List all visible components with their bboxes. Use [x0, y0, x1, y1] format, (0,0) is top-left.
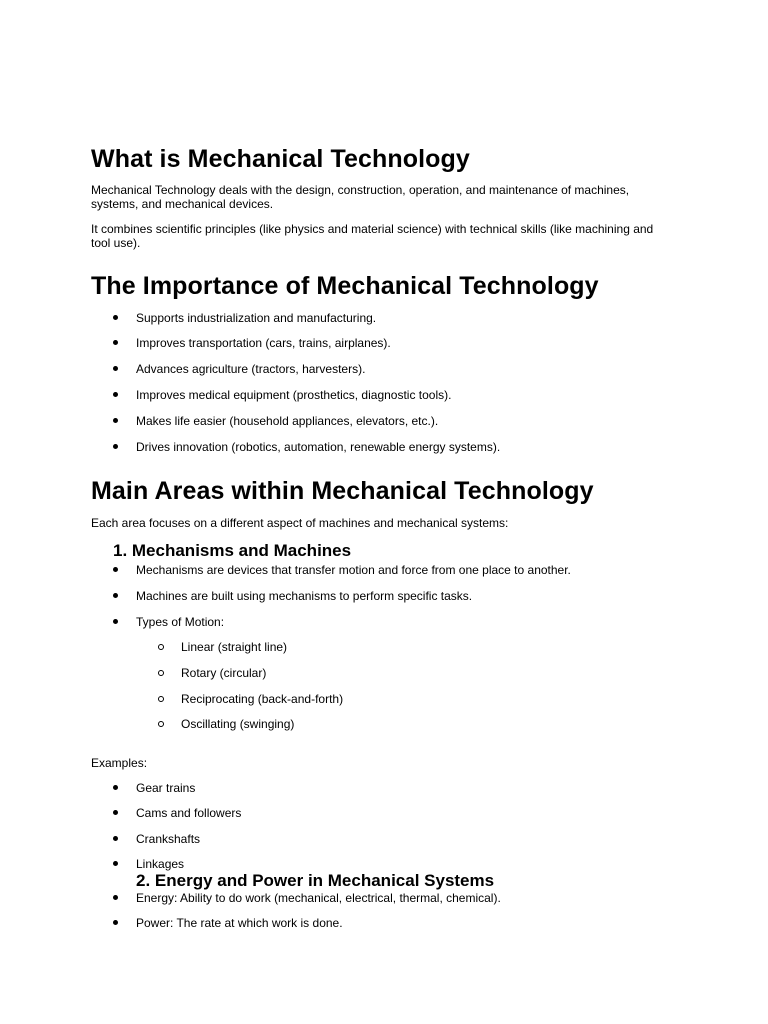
list-item-text: Cams and followers [136, 806, 242, 820]
examples-label: Examples: [91, 756, 148, 770]
sublist-item-text: Oscillating (swinging) [181, 717, 295, 731]
heading-main-areas: Main Areas within Mechanical Technology [91, 477, 594, 505]
bullet-icon [113, 392, 118, 397]
list-item-text: Linkages [136, 857, 185, 871]
bullet-icon [113, 593, 118, 598]
hollow-bullet-icon [158, 696, 164, 702]
list-item-text: Improves medical equipment (prosthetics, diagnostic tools). [136, 388, 452, 402]
bullet-icon [113, 366, 118, 371]
bullet-icon [113, 920, 118, 925]
sublist-item-text: Linear (straight line) [181, 640, 288, 654]
subheading-mechanisms-and-machines: 1. Mechanisms and Machines [113, 541, 352, 560]
list-item-text: Types of Motion: [136, 615, 225, 629]
bullet-icon [113, 619, 118, 624]
list-item-text: Drives innovation (robotics, automation, renewable energy systems). [136, 440, 501, 454]
bullet-icon [113, 444, 118, 449]
list-item-text: Advances agriculture (tractors, harvesters). [136, 362, 366, 376]
list-item-text: Crankshafts [136, 832, 201, 846]
paragraph-principles: It combines scientific principles (like physics and material science) with technical skills (like machining and tool use). [91, 222, 654, 250]
bullet-icon [113, 340, 118, 345]
list-item-text: Makes life easier (household appliances, elevators, etc.). [136, 414, 439, 428]
paragraph-areas-intro: Each area focuses on a different aspect of machines and mechanical systems: [91, 516, 509, 530]
list-item-text: Power: The rate at which work is done. [136, 916, 343, 930]
heading-what-is-mechanical-technology: What is Mechanical Technology [91, 145, 470, 173]
sublist-item-text: Reciprocating (back-and-forth) [181, 692, 344, 706]
list-item-text: Supports industrialization and manufacturing. [136, 311, 377, 325]
list-item-text: Gear trains [136, 781, 196, 795]
bullet-icon [113, 861, 118, 866]
list-item-text: Energy: Ability to do work (mechanical, electrical, thermal, chemical). [136, 891, 501, 905]
bullet-icon [113, 418, 118, 423]
bullet-icon [113, 836, 118, 841]
bullet-icon [113, 315, 118, 320]
bullet-icon [113, 810, 118, 815]
sublist-item-text: Rotary (circular) [181, 666, 267, 680]
bullet-icon [113, 567, 118, 572]
hollow-bullet-icon [158, 644, 164, 650]
heading-importance: The Importance of Mechanical Technology [91, 272, 599, 300]
bullet-icon [113, 785, 118, 790]
subheading-energy-and-power: 2. Energy and Power in Mechanical Systems [136, 871, 495, 890]
hollow-bullet-icon [158, 670, 164, 676]
bullet-icon [113, 895, 118, 900]
list-item-text: Improves transportation (cars, trains, airplanes). [136, 336, 391, 350]
list-item-text: Machines are built using mechanisms to perform specific tasks. [136, 589, 473, 603]
hollow-bullet-icon [158, 721, 164, 727]
paragraph-definition: Mechanical Technology deals with the design, construction, operation, and maintenance of machines, systems, and mechanical devices. [91, 183, 630, 211]
list-item-text: Mechanisms are devices that transfer motion and force from one place to another. [136, 563, 571, 577]
